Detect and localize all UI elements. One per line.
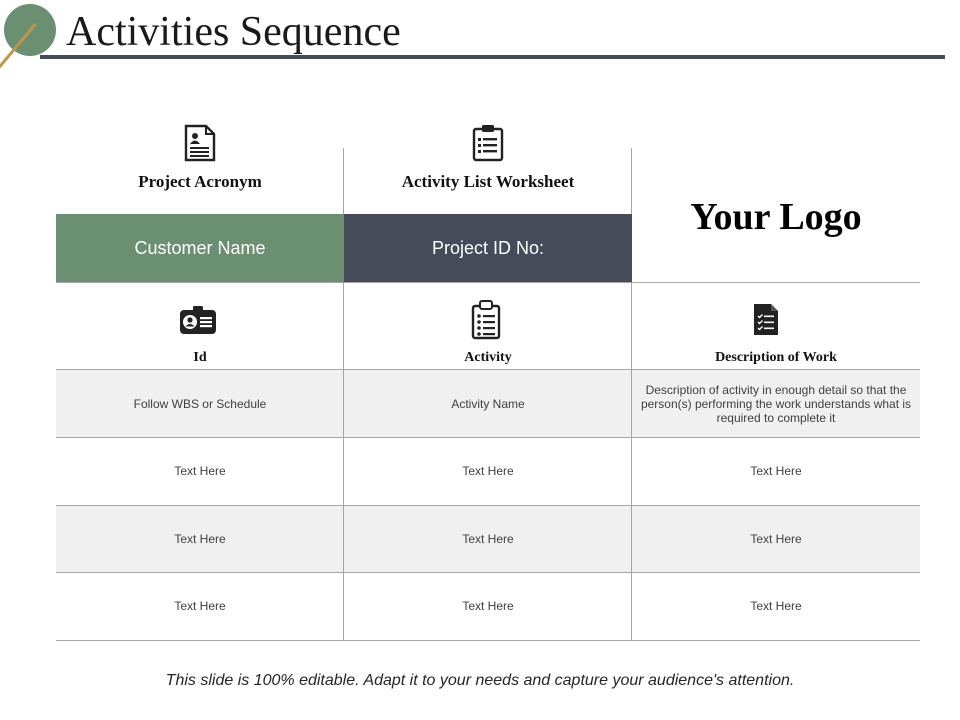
grid-divider [56, 505, 920, 506]
grid-divider [631, 282, 632, 640]
row-1-description[interactable]: Description of activity in enough detail so that the person(s) performing the work understands what is required to complete it [640, 382, 912, 425]
grid-divider [56, 572, 920, 573]
row-3-description[interactable]: Text Here [750, 531, 802, 546]
id-card-icon [179, 305, 217, 335]
grid-divider [56, 369, 920, 370]
column-header-activity: Activity [464, 350, 512, 365]
row-4-description[interactable]: Text Here [750, 599, 802, 613]
row-1-activity[interactable]: Activity Name [451, 396, 525, 411]
project-id-field[interactable]: Project ID No: [344, 214, 632, 282]
column-header-id: Id [193, 350, 207, 365]
row-4-id[interactable]: Text Here [174, 599, 226, 613]
document-person-icon [184, 124, 216, 162]
row-2-activity[interactable]: Text Here [462, 464, 514, 478]
project-acronym-label: Project Acronym [138, 172, 262, 191]
row-1-id[interactable]: Follow WBS or Schedule [133, 396, 267, 411]
grid-divider [56, 437, 920, 438]
grid-divider [343, 282, 344, 640]
grid-divider [343, 148, 344, 214]
activity-list-worksheet-label: Activity List Worksheet [401, 172, 575, 191]
clipboard-checklist-icon [471, 300, 501, 340]
checklist-document-icon [753, 303, 779, 336]
row-3-activity[interactable]: Text Here [462, 531, 514, 546]
logo-placeholder: Your Logo [690, 196, 862, 238]
grid-divider [56, 640, 920, 641]
row-3-id[interactable]: Text Here [174, 531, 226, 546]
row-4-activity[interactable]: Text Here [462, 599, 514, 613]
row-2-id[interactable]: Text Here [174, 464, 226, 478]
page-title: Activities Sequence [66, 9, 401, 55]
title-underline [40, 55, 945, 59]
grid-divider [631, 148, 632, 214]
clipboard-list-icon [472, 124, 504, 162]
customer-name-field[interactable]: Customer Name [56, 214, 344, 282]
column-header-description: Description of Work [715, 350, 837, 365]
grid-divider [56, 282, 920, 283]
footer-caption: This slide is 100% editable. Adapt it to your needs and capture your audience's attention. [165, 672, 795, 689]
row-2-description[interactable]: Text Here [750, 464, 802, 478]
